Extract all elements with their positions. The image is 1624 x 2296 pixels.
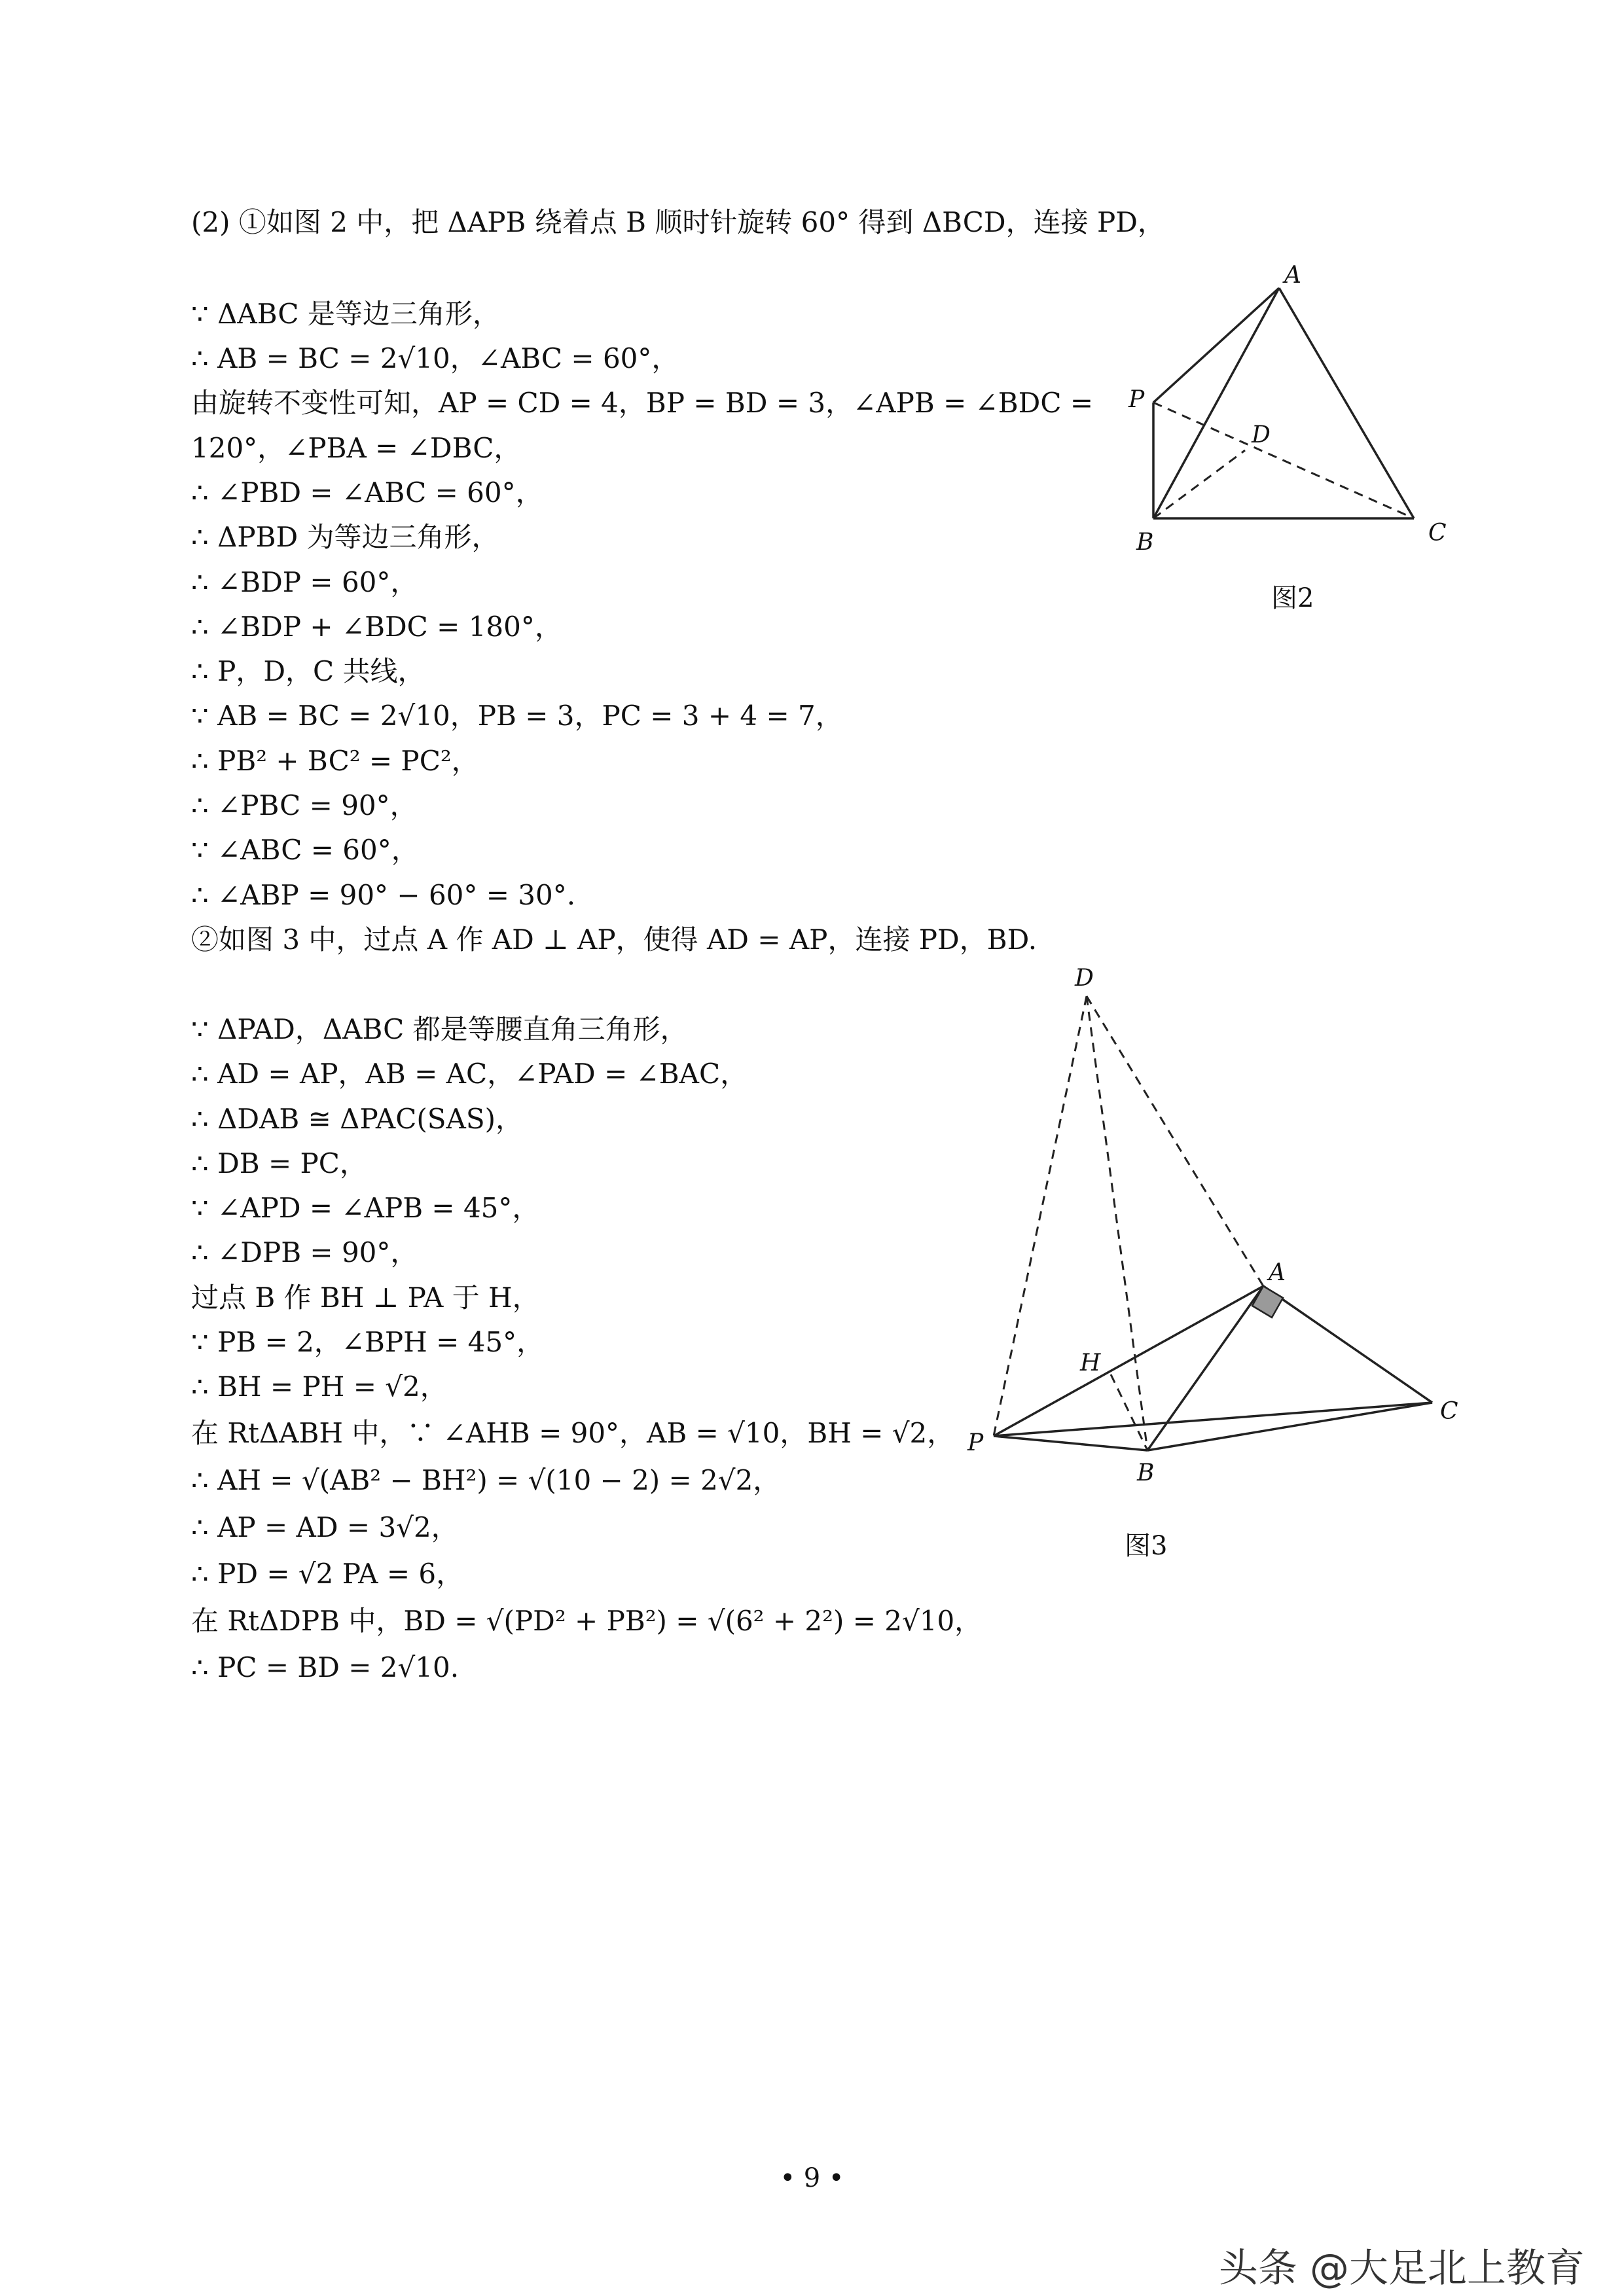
solution-line: 过点 B 作 BH ⊥ PA 于 H， bbox=[191, 1282, 540, 1314]
solution-line: ∵ ∠APD = ∠APB = 45°， bbox=[191, 1192, 540, 1224]
solution-line: ∴ AP = AD = 3√2， bbox=[191, 1511, 459, 1543]
segment-pc-dashed bbox=[1153, 403, 1414, 518]
solution-line: ∵ ∠ABC = 60°， bbox=[191, 834, 419, 866]
segment-ab bbox=[1153, 288, 1279, 518]
figure-3-caption: 图3 bbox=[1125, 1531, 1168, 1561]
label-a: A bbox=[1269, 1259, 1286, 1286]
solution-line: ∴ AB = BC = 2√10，∠ABC = 60°， bbox=[191, 342, 679, 374]
label-b: B bbox=[1136, 529, 1154, 556]
solution-line: ∴ ∠PBC = 90°， bbox=[191, 789, 418, 821]
solution-line: ∴ ∠BDP = 60°， bbox=[191, 566, 418, 598]
solution-line: ∴ ∠DPB = 90°， bbox=[191, 1236, 418, 1268]
label-p: P bbox=[967, 1429, 984, 1456]
figure-2-diagram bbox=[1100, 242, 1466, 583]
segment-pa bbox=[1153, 288, 1279, 403]
watermark: 头条 @大足北上教育 bbox=[1218, 2246, 1585, 2291]
label-c: C bbox=[1428, 520, 1447, 547]
label-b: B bbox=[1137, 1460, 1155, 1486]
segment-bh-dashed bbox=[1111, 1374, 1147, 1450]
solution-line: ∵ AB = BC = 2√10，PB = 3，PC = 3 + 4 = 7， bbox=[191, 700, 843, 732]
segment-ac bbox=[1263, 1286, 1432, 1403]
solution-line: 由旋转不变性可知，AP = CD = 4，BP = BD = 3，∠APB = ∠BDC = bbox=[191, 387, 1094, 419]
solution-line: (2) ①如图 2 中，把 ΔAPB 绕着点 B 顺时针旋转 60° 得到 ΔBCD，连接 PD， bbox=[191, 206, 1165, 238]
label-d: D bbox=[1075, 965, 1094, 992]
solution-line: ∵ PB = 2，∠BPH = 45°， bbox=[191, 1326, 545, 1358]
label-a: A bbox=[1284, 262, 1301, 289]
label-c: C bbox=[1440, 1398, 1458, 1425]
solution-line: ∴ AH = √(AB² − BH²) = √(10 − 2) = 2√2， bbox=[191, 1464, 781, 1496]
figure-2-caption: 图2 bbox=[1271, 583, 1314, 613]
segment-db-dashed bbox=[1087, 996, 1147, 1450]
solution-line: 120°，∠PBA = ∠DBC， bbox=[191, 432, 522, 464]
solution-line: ②如图 3 中，过点 A 作 AD ⊥ AP，使得 AD = AP，连接 PD，BD. bbox=[191, 924, 1038, 956]
page-number: • 9 • bbox=[780, 2163, 844, 2193]
label-p: P bbox=[1128, 386, 1145, 413]
solution-line: ∴ P，D，C 共线， bbox=[191, 655, 425, 687]
figure-2 bbox=[1100, 242, 1466, 583]
solution-line: ∴ PB² + BC² = PC²， bbox=[191, 745, 479, 777]
solution-line: 在 RtΔDPB 中，BD = √(PD² + PB²) = √(6² + 2²) = 2√10， bbox=[191, 1605, 983, 1637]
solution-line: ∴ DB = PC， bbox=[191, 1147, 367, 1179]
solution-line: ∴ PC = BD = 2√10. bbox=[191, 1651, 460, 1683]
segment-bd-dashed bbox=[1153, 450, 1245, 518]
label-d: D bbox=[1252, 422, 1271, 448]
solution-line: ∴ ∠ABP = 90° − 60° = 30°. bbox=[191, 879, 576, 911]
segment-dp-dashed bbox=[994, 996, 1087, 1436]
solution-line: ∴ ∠PBD = ∠ABC = 60°， bbox=[191, 476, 543, 509]
solution-line: 在 RtΔABH 中，∵ ∠AHB = 90°，AB = √10，BH = √2， bbox=[191, 1417, 955, 1449]
solution-line: ∴ AD = AP，AB = AC，∠PAD = ∠BAC， bbox=[191, 1058, 748, 1090]
solution-line: ∴ PD = √2 PA = 6， bbox=[191, 1558, 464, 1590]
figure-3-diagram bbox=[956, 956, 1479, 1492]
solution-line: ∴ ΔDAB ≅ ΔPAC(SAS)， bbox=[191, 1103, 524, 1135]
label-h: H bbox=[1080, 1350, 1101, 1376]
segment-ac bbox=[1279, 288, 1414, 518]
solution-line: ∴ BH = PH = √2， bbox=[191, 1371, 448, 1403]
solution-line: ∵ ΔABC 是等边三角形， bbox=[191, 298, 500, 330]
figure-3 bbox=[956, 956, 1479, 1492]
segment-ab bbox=[1147, 1286, 1263, 1450]
segment-pc bbox=[994, 1403, 1432, 1436]
solution-line: ∴ ∠BDP + ∠BDC = 180°， bbox=[191, 611, 562, 643]
segment-pb bbox=[994, 1436, 1147, 1450]
solution-line: ∴ ΔPBD 为等边三角形， bbox=[191, 521, 499, 553]
segment-da-dashed bbox=[1087, 996, 1263, 1286]
solution-line: ∵ ΔPAD，ΔABC 都是等腰直角三角形， bbox=[191, 1013, 688, 1045]
segment-bc bbox=[1147, 1403, 1432, 1450]
